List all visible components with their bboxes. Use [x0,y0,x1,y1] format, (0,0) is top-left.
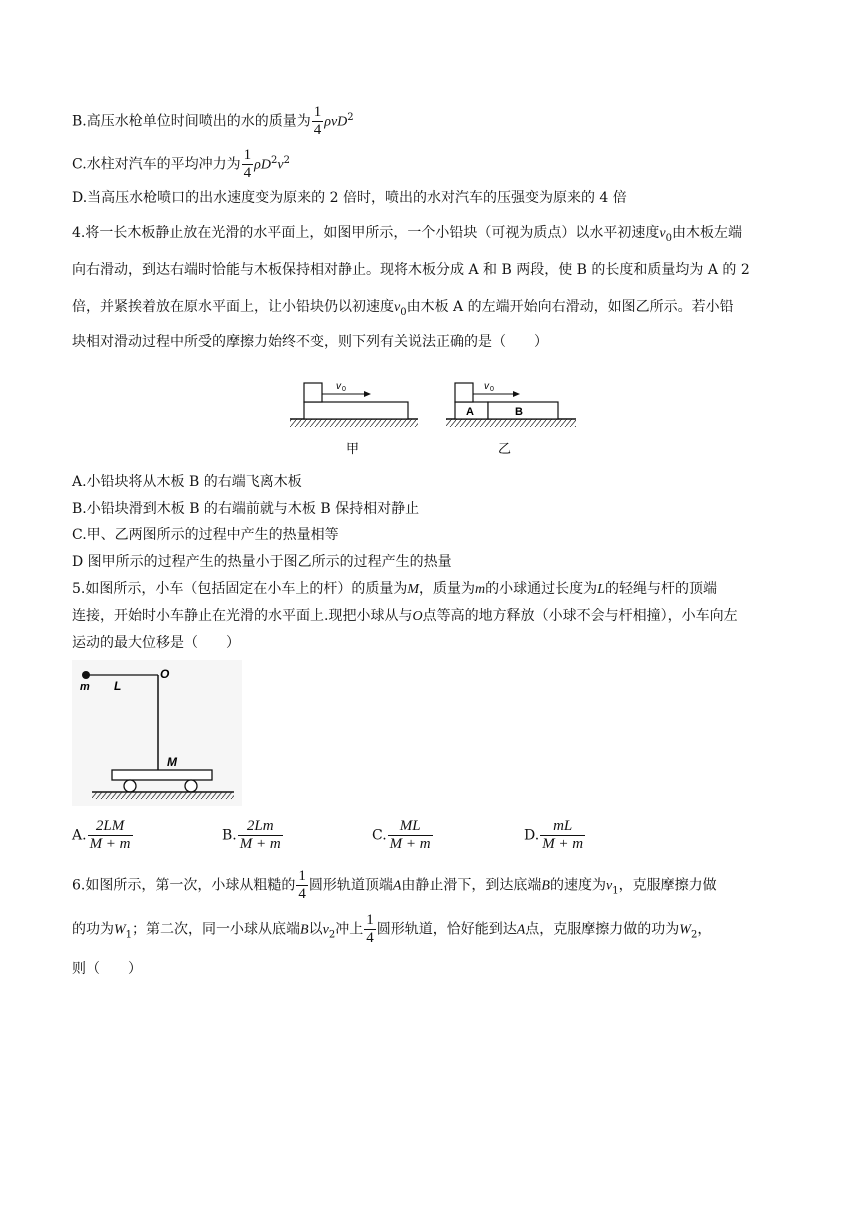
svg-text:v: v [484,381,489,392]
wheel [185,780,197,792]
figure-yi [446,381,576,457]
label-o: O [160,667,170,681]
q4-line-1: 4.将一长木板静止放在光滑的水平面上，如图甲所示，一个小铅块（可视为质点）以水平初速度$v_0$由木板左端 [72,225,742,244]
fraction: $\frac{1}{4}$ [313,104,322,138]
q4-option-c: C.甲、乙两图所示的过程中产生的热量相等 [72,527,339,543]
q3-option-c: C.水柱对汽车的平均冲力为 $\frac{1}{4}$ $\rho D^2v^2$ [72,147,290,181]
q5-figure [72,660,242,806]
q5-line-1: 5.如图所示，小车（包括固定在小车上的杆）的质量为M，质量为m的小球通过长度为L的轻绳与杆的顶端 [72,581,717,597]
label-yi: 乙 [498,442,512,457]
q4-option-a: A.小铅块将从木板 B 的右端飞离木板 [72,474,302,490]
board-b [488,402,558,419]
label-l: L [114,679,122,693]
label-b: B [515,406,523,418]
q4-option-b: B.小铅块滑到木板 B 的右端前就与木板 B 保持相对静止 [72,501,420,517]
q5-line-2: 连接，开始时小车静止在光滑的水平面上.现把小球从与O点等高的地方释放（小球不会与杆相撞），小车向左 [72,608,738,624]
long-board [304,402,408,419]
q6-line-1: 6.如图所示，第一次，小球从粗糙的 $\frac{1}{4}$ 圆形轨道顶端A由静止滑下，到达底端B的速度为$v_1$，克服摩擦力做 [72,868,717,902]
velocity-label: v [336,381,341,392]
label-big-m: M [167,755,177,769]
q5-option-a: A. $\frac{2LM}{M + m}$ [72,818,131,852]
q5-option-d: D. $\frac{mL}{M + m}$ [524,818,584,852]
lead-block [304,383,322,402]
q3-option-b: B.高压水枪单位时间喷出的水的质量为 $\frac{1}{4}$ ρvD$^2$ [72,104,354,138]
q6-line-2: 的功为$W_1$；第二次，同一小球从底端B以$v_2$冲上 $\frac{1}{4}$ 圆形轨道，恰好能到达A点，克服摩擦力做的功为$W_2$， [72,912,712,946]
fraction: $\frac{1}{4}$ [243,147,252,181]
q6-line-3: 则（ ） [72,961,142,977]
q4-figure [286,366,582,462]
figure-jia [290,381,418,457]
label-a: A [466,406,474,418]
q5-option-c: C. $\frac{ML}{M + m}$ [372,818,431,852]
q3-option-d: D.当高压水枪喷口的出水速度变为原来的 2 倍时，喷出的水对汽车的压强变为原来的 4 倍 [72,190,627,206]
q4-line-2: 向右滑动，到达右端时恰能与木板保持相对静止。现将木板分成 A 和 B 两段，使 B 的长度和质量均为 A 的 2 [72,262,750,278]
label-m: m [80,681,90,693]
q4-line-3: 倍，并紧挨着放在原水平面上，让小铅块仍以初速度$v_0$由木板 A 的左端开始向右滑动，如图乙所示。若小铅 [72,299,734,318]
q4-option-d: D 图甲所示的过程产生的热量小于图乙所示的过程产生的热量 [72,554,452,570]
cart [112,770,212,780]
label-jia: 甲 [346,442,360,457]
q5-line-3: 运动的最大位移是（ ） [72,635,240,651]
q4-line-4: 块相对滑动过程中所受的摩擦力始终不变，则下列有关说法正确的是（ ） [72,334,548,350]
q5-option-b: B. $\frac{2Lm}{M + m}$ [222,818,281,852]
svg-text:0: 0 [490,386,494,393]
svg-text:0: 0 [342,386,346,393]
lead-block [455,383,473,402]
wheel [124,780,136,792]
